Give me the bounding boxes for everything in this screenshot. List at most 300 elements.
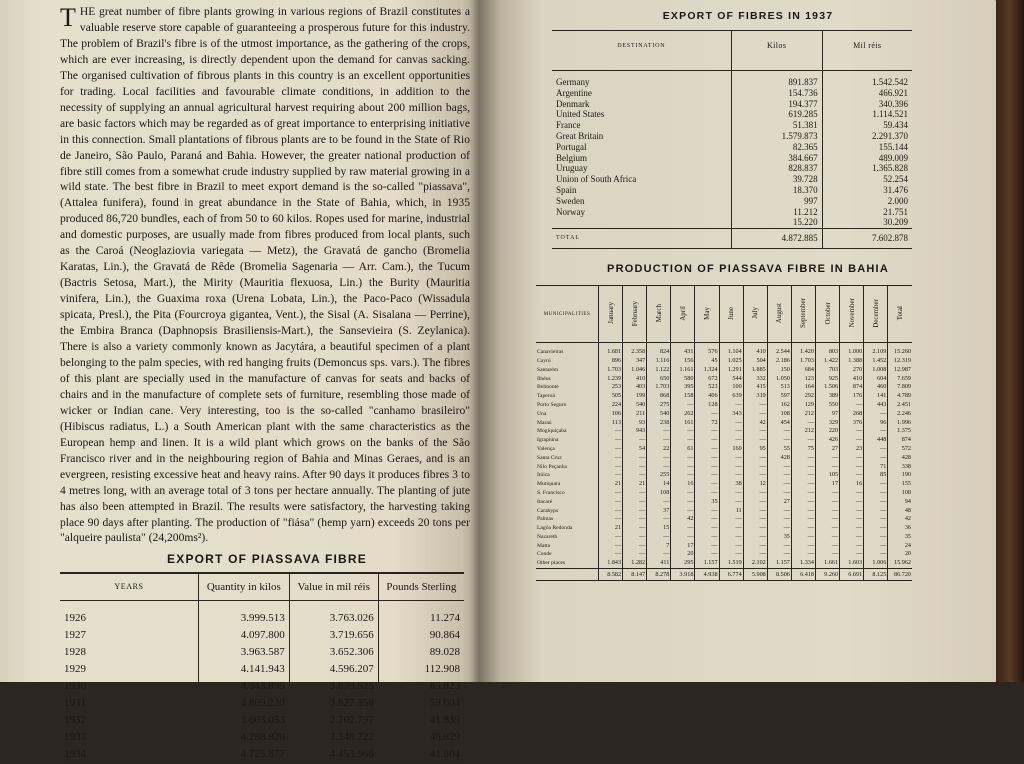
table-row [536,524,912,533]
table-row [60,644,464,661]
value-cell: 1.008 [864,366,888,375]
table-row [536,401,912,410]
year-cell: 1934 [64,748,86,761]
value-cell: — [767,542,791,551]
value-cell: 389 [815,392,839,401]
value-cell: — [743,507,767,516]
value-cell: 504 [743,357,767,366]
value-cell: 1.542.542 [822,71,912,88]
destination-cell [552,217,731,228]
value-cell: 11.274 [378,601,464,627]
fibres-export-table [552,30,912,249]
value-cell: — [719,454,743,463]
value-cell: 426 [815,436,839,445]
value-cell: — [695,542,719,551]
value-cell: — [815,463,839,472]
value-cell: — [623,524,647,533]
value-cell: 129 [791,401,815,410]
value-cell: 1.006 [864,559,888,568]
value-cell: — [791,436,815,445]
table-row [536,498,912,507]
sum-cell: 8.147 [623,569,647,581]
value-cell: 466.921 [822,88,912,99]
value-cell: 194.377 [731,99,822,110]
value-cell: 72 [695,419,719,428]
value-cell: 42 [671,515,695,524]
value-cell: 39.728 [731,174,822,185]
value-cell: 4.725.877 [199,746,290,764]
value-cell: 1.375 [888,427,912,436]
table-row [60,695,464,712]
value-cell: 1.681 [599,343,623,357]
value-cell: — [743,401,767,410]
table-row [60,746,464,764]
value-cell: — [599,542,623,551]
value-cell: — [743,489,767,498]
value-cell: — [840,524,864,533]
column-header [671,286,695,343]
value-cell: 238 [647,419,671,428]
table-row [60,601,464,627]
value-cell: — [840,463,864,472]
value-cell: 550 [815,401,839,410]
total-label: TOTAL [552,229,731,249]
value-cell: 59.604 [378,695,464,712]
municipality-cell: Lagôa Redonda [537,525,573,532]
production-title: PRODUCTION OF PIASSAVA FIBRE IN BAHIA [607,263,889,276]
value-cell: 36 [888,524,912,533]
municipality-cell: Conde [537,551,552,558]
table-row [536,375,912,384]
value-cell: 12.987 [888,366,912,375]
value-cell: 3.719.656 [289,627,378,644]
value-cell: 460 [864,383,888,392]
value-cell: — [623,454,647,463]
value-cell: 38 [719,480,743,489]
sum-cell: 8.582 [599,569,623,581]
value-cell: — [840,507,864,516]
sum-cell: 4.938 [695,569,719,581]
column-header [743,286,767,343]
table-row [536,471,912,480]
value-cell: 1.282 [623,559,647,568]
value-cell: — [840,427,864,436]
table-row [552,120,912,131]
value-cell: 540 [647,410,671,419]
table-row [552,185,912,196]
month-label: April [678,305,687,321]
value-cell: 347 [623,357,647,366]
value-cell: — [815,524,839,533]
table-row [536,489,912,498]
year-cell: 1929 [64,663,86,676]
table-row [552,88,912,99]
municipality-cell: Carahyps [537,507,559,514]
value-cell: 580 [671,375,695,384]
value-cell: — [815,507,839,516]
value-cell: — [743,427,767,436]
value-cell: 4.141.943 [199,661,290,678]
value-cell: 2.109 [864,343,888,357]
value-cell: — [719,489,743,498]
value-cell: 1.388 [840,357,864,366]
column-header: MUNICIPALITIES [536,286,599,343]
value-cell: 35 [767,533,791,542]
sum-cell: 6.774 [719,569,743,581]
table-row [536,480,912,489]
value-cell: — [671,489,695,498]
destination-cell: Uruguay [556,163,588,174]
destination-cell: France [556,120,581,131]
month-label: May [702,306,711,320]
value-cell: — [695,480,719,489]
table-row [536,463,912,472]
table-row [536,507,912,516]
value-cell: 874 [888,436,912,445]
municipality-cell: Maraú [537,419,552,426]
value-cell: — [695,463,719,472]
value-cell: 21.751 [822,207,912,218]
value-cell: — [864,480,888,489]
table-row [536,383,912,392]
table-row [552,207,912,218]
month-label: November [847,298,856,328]
value-cell: — [767,507,791,516]
municipality-cell: Porto Seguro [537,401,567,408]
value-cell: 15 [647,524,671,533]
table-row [552,131,912,142]
destination-cell: Portugal [556,141,587,152]
value-cell: 48 [888,507,912,516]
month-label: December [871,298,880,328]
value-cell: — [815,542,839,551]
value-cell: 3.879.525 [289,678,378,695]
value-cell: 403 [623,383,647,392]
value-cell: 2.702.797 [289,712,378,729]
destination-cell: Union of South Africa [556,174,637,185]
value-cell: — [840,471,864,480]
value-cell: 597 [767,392,791,401]
value-cell: — [743,410,767,419]
value-cell: — [671,471,695,480]
value-cell: — [743,454,767,463]
table-row [552,196,912,207]
value-cell: — [791,454,815,463]
municipality-cell: Cayrú [537,357,551,364]
value-cell: — [695,410,719,419]
value-cell: 925 [815,375,839,384]
value-cell: 1.104 [719,343,743,357]
value-cell: — [671,401,695,410]
value-cell: — [791,550,815,559]
value-cell: — [767,471,791,480]
value-cell: — [623,463,647,472]
column-header: Kilos [731,31,822,71]
value-cell: — [695,507,719,516]
year-cell: 1928 [64,646,86,659]
value-cell: 1.365.828 [822,163,912,174]
value-cell: — [671,533,695,542]
value-cell: — [864,498,888,507]
value-cell: 824 [647,343,671,357]
value-cell: — [599,507,623,516]
destination-cell: Belgium [556,152,587,163]
value-cell: 82.365 [731,142,822,153]
value-cell: 55 [767,445,791,454]
table-row [552,142,912,153]
value-cell: — [743,524,767,533]
value-cell: 141 [864,392,888,401]
municipality-cell: Itacaré [537,498,553,505]
value-cell: — [671,524,695,533]
municipality-cell: Nazareth [537,533,558,540]
value-cell: 268 [840,410,864,419]
value-cell: 220 [815,427,839,436]
value-cell: — [695,524,719,533]
value-cell: 15.260 [888,343,912,357]
value-cell: 18.370 [731,185,822,196]
value-cell: 1.050 [767,375,791,384]
value-cell: 2.102 [743,559,767,568]
value-cell: 95 [743,445,767,454]
table-row [552,163,912,174]
value-cell: 1.000 [840,343,864,357]
value-cell: 23 [840,445,864,454]
value-cell: 27 [767,498,791,507]
value-cell: 540 [623,401,647,410]
value-cell: 891.837 [731,71,822,88]
value-cell: 576 [695,343,719,357]
value-cell: 329 [815,419,839,428]
value-cell: 1.046 [623,366,647,375]
value-cell: — [864,489,888,498]
value-cell: 2.291.370 [822,131,912,142]
table-row [536,550,912,559]
column-header [815,286,839,343]
column-header [695,286,719,343]
value-cell: 639 [719,392,743,401]
month-label: February [630,300,639,326]
right-page [480,0,1000,682]
value-cell: — [815,454,839,463]
value-cell: — [743,533,767,542]
value-cell: 1.506 [815,383,839,392]
value-cell: — [791,524,815,533]
destination-cell: United States [556,109,605,120]
month-label: March [654,304,663,323]
value-cell: 4.453.966 [289,746,378,764]
value-cell: 154.736 [731,88,822,99]
value-cell: 2.000 [822,196,912,207]
value-cell: 150 [767,366,791,375]
table-row [536,343,912,357]
value-cell: — [695,471,719,480]
value-cell: — [671,463,695,472]
value-cell: 1.161 [671,366,695,375]
value-cell: — [719,463,743,472]
year-cell: 1927 [64,629,86,642]
value-cell: 275 [647,401,671,410]
value-cell: 161 [671,419,695,428]
value-cell: — [695,454,719,463]
municipality-cell: Other places [537,560,566,567]
column-header [599,286,623,343]
value-cell: 97 [815,410,839,419]
month-label: Total [896,306,905,321]
value-cell: 71 [864,463,888,472]
left-page [0,0,492,761]
value-cell: — [671,454,695,463]
value-cell: 112.908 [378,661,464,678]
sum-cell: 8.125 [864,569,888,581]
value-cell: 523 [695,383,719,392]
value-cell: 384.667 [731,153,822,164]
value-cell: 1.291 [719,366,743,375]
value-cell: 1.116 [647,357,671,366]
value-cell: 1.579.873 [731,131,822,142]
value-cell: 650 [647,375,671,384]
column-header [864,286,888,343]
column-header [719,286,743,343]
value-cell: 1.025 [719,357,743,366]
value-cell: 93 [623,419,647,428]
value-cell: 2.246 [888,410,912,419]
value-cell: 253 [599,383,623,392]
value-cell: 160 [719,445,743,454]
value-cell: 544 [719,375,743,384]
municipality-cell: Belmonte [537,384,559,391]
value-cell: — [599,533,623,542]
value-cell: — [791,489,815,498]
value-cell: 22 [647,445,671,454]
value-cell: — [647,436,671,445]
value-cell: 75 [791,445,815,454]
value-cell: 20 [671,550,695,559]
table-row [536,410,912,419]
sum-cell: 9.260 [815,569,839,581]
fibres-export-title: EXPORT OF FIBRES IN 1937 [662,10,834,22]
value-cell: — [767,463,791,472]
table-row [536,559,912,568]
value-cell: 7.809 [888,383,912,392]
municipality-cell: S. Francisco [537,489,565,496]
value-cell: 3.652.306 [289,644,378,661]
table-row [536,445,912,454]
value-cell: 59.434 [822,120,912,131]
value-cell: — [623,507,647,516]
value-cell: 376 [840,419,864,428]
value-cell: 155 [888,480,912,489]
value-cell: 211 [623,410,647,419]
value-cell: 105 [815,471,839,480]
value-cell: 164 [791,383,815,392]
municipality-cell: Matta [537,542,551,549]
value-cell: 1.114.521 [822,109,912,120]
value-cell: — [599,436,623,445]
column-header [767,286,791,343]
value-cell: 30.209 [822,217,912,228]
table-row [60,627,464,644]
municipality-cell: Mogiquiçaba [537,428,567,435]
table-row [552,99,912,110]
destination-cell: Spain [556,184,577,195]
value-cell: — [840,401,864,410]
value-cell: — [719,427,743,436]
month-label: June [727,306,736,320]
municipality-cell: Santarém [537,366,559,373]
value-cell: 31.476 [822,185,912,196]
month-label: January [606,302,615,325]
value-cell: 94 [888,498,912,507]
value-cell: 896 [599,357,623,366]
value-cell: — [840,436,864,445]
drop-cap: T [60,3,76,32]
table-row [536,366,912,375]
value-cell: 1.996 [888,419,912,428]
value-cell: — [719,542,743,551]
month-label: October [823,301,832,325]
value-cell: 42 [743,419,767,428]
value-cell: 410 [743,343,767,357]
value-cell: 7 [647,542,671,551]
value-cell: 4.809.230 [199,695,290,712]
value-cell: 20 [888,550,912,559]
value-cell: — [623,542,647,551]
value-cell: 85.823 [378,678,464,695]
value-cell: 108 [647,489,671,498]
value-cell: 15.962 [888,559,912,568]
value-cell: — [623,550,647,559]
value-cell: 35 [695,498,719,507]
value-cell: — [815,550,839,559]
value-cell: 505 [599,392,623,401]
value-cell: — [864,524,888,533]
year-cell: 1933 [64,731,86,744]
value-cell: 51.381 [731,120,822,131]
municipality-cell: Canavieiras [537,349,564,356]
table-row [60,661,464,678]
value-cell: 2.358 [623,343,647,357]
value-cell: — [719,498,743,507]
body-paragraph [60,4,470,546]
value-cell: — [864,550,888,559]
value-cell: 489.009 [822,153,912,164]
table-row [60,729,464,746]
value-cell: 4.343.895 [199,678,290,695]
value-cell: 3.999.513 [199,601,290,627]
value-cell: — [599,445,623,454]
value-cell: — [840,515,864,524]
table-row [536,454,912,463]
column-header: Quantity in kilos [199,573,290,601]
table-row [552,153,912,164]
value-cell: 199 [623,392,647,401]
value-cell: 997 [731,196,822,207]
destination-cell: Norway [556,206,585,217]
column-header: Mil réis [822,31,912,71]
value-cell: 319 [743,392,767,401]
value-cell: — [647,550,671,559]
value-cell: 3.963.587 [199,644,290,661]
value-cell: — [623,471,647,480]
column-header: Pounds Sterling [378,573,464,601]
value-cell: 16 [840,480,864,489]
value-cell: — [840,498,864,507]
value-cell: 17 [815,480,839,489]
destination-cell: Great Britain [556,130,604,141]
value-cell: — [791,480,815,489]
value-cell: 11.212 [731,207,822,218]
